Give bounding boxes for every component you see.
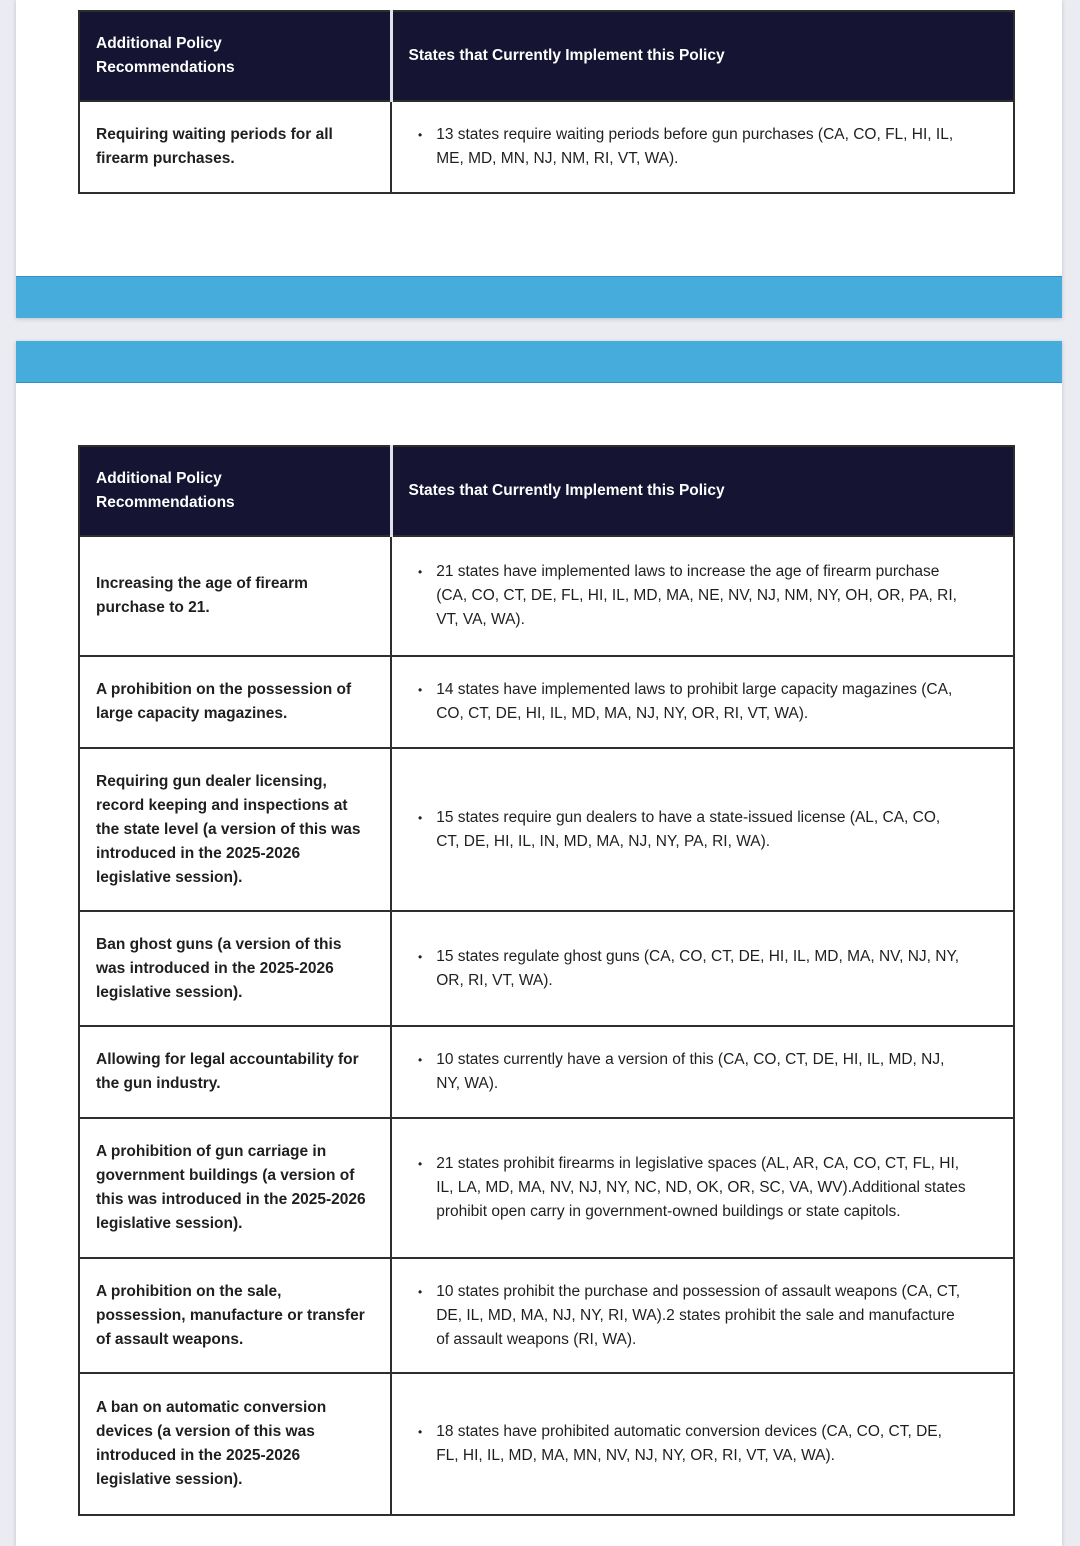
column-header-states-label: States that Currently Implement this Policy: [408, 482, 725, 499]
bullet-icon: •: [418, 1425, 423, 1439]
states-cell: [391, 1026, 1014, 1118]
states-text: 10 states prohibit the purchase and possession of assault weapons (CA, CT, DE, IL, MD, MA, NJ, NY, RI, WA).2 states prohibit the sale and manufacture of assault weapons (RI, WA).: [436, 1282, 961, 1348]
blue-accent-bar-footer: [16, 276, 1062, 318]
policy-cell: A prohibition of gun carriage in government buildings (a version of this was introduced in the 2025-2026 legislative session).: [79, 1118, 391, 1258]
states-cell: [391, 1118, 1014, 1258]
column-header-policy-label: Additional Policy Recommendations: [96, 470, 235, 511]
policy-cell: A prohibition on the sale, possession, manufacture or transfer of assault weapons.: [79, 1258, 391, 1373]
bullet-icon: •: [418, 1157, 423, 1171]
table-header-row: [79, 446, 1014, 536]
states-cell: [391, 656, 1014, 748]
states-text: 21 states have implemented laws to increase the age of firearm purchase (CA, CO, CT, DE, FL, HI, IL, MD, MA, NE, NV, NJ, NM, NY, OH, OR, PA, RI, VT, VA, WA).: [436, 563, 957, 628]
states-cell: [391, 536, 1014, 656]
table-row: [79, 748, 1014, 911]
table-row: [79, 101, 1014, 193]
policy-cell: Ban ghost guns (a version of this was introduced in the 2025-2026 legislative session).: [79, 911, 391, 1026]
table-row: [79, 1118, 1014, 1258]
states-text: 15 states require gun dealers to have a state-issued license (AL, CA, CO, CT, DE, HI, IL, IN, MD, MA, NJ, NY, PA, RI, WA).: [436, 808, 941, 850]
table-row: [79, 911, 1014, 1026]
table-row: [79, 1373, 1014, 1515]
table-row: [79, 1258, 1014, 1373]
policy-cell: Requiring gun dealer licensing, record keeping and inspections at the state level (a version of this was introduced in the 2025-2026 legislative session).: [79, 748, 391, 911]
states-cell: [391, 101, 1014, 193]
states-text: 21 states prohibit firearms in legislative spaces (AL, AR, CA, CO, CT, FL, HI, IL, LA, MD, MA, NV, NJ, NY, NC, ND, OK, OR, SC, VA, WV).Additional states prohibit open carry in government-owned buildings or state capitols.: [436, 1155, 966, 1220]
bullet-icon: •: [418, 128, 423, 142]
policy-cell: Requiring waiting periods for all firearm purchases.: [79, 101, 391, 193]
policy-cell: A prohibition on the possession of large capacity magazines.: [79, 656, 391, 748]
table-row: [79, 536, 1014, 656]
column-header-states: [391, 446, 1014, 536]
states-cell: [391, 1258, 1014, 1373]
bullet-icon: •: [418, 1053, 423, 1067]
policy-cell: Allowing for legal accountability for the gun industry.: [79, 1026, 391, 1118]
column-header-states: [391, 11, 1014, 101]
states-text: 10 states currently have a version of this (CA, CO, CT, DE, HI, IL, MD, NJ, NY, WA).: [436, 1051, 945, 1092]
bullet-icon: •: [418, 565, 423, 579]
bullet-icon: •: [418, 810, 423, 825]
table-header-row: [79, 11, 1014, 101]
states-text: 13 states require waiting periods before gun purchases (CA, CO, FL, HI, IL, ME, MD, MN, NJ, NM, RI, VT, WA).: [436, 126, 954, 167]
states-text: 18 states have prohibited automatic conversion devices (CA, CO, CT, DE, FL, HI, IL, MD, MA, MN, NV, NJ, NY, OR, RI, VT, VA, WA).: [436, 1423, 942, 1464]
bullet-icon: •: [418, 683, 423, 697]
states-text: 14 states have implemented laws to prohibit large capacity magazines (CA, CO, CT, DE, HI, IL, MD, MA, NJ, NY, OR, RI, VT, WA).: [436, 681, 953, 722]
policy-cell: A ban on automatic conversion devices (a version of this was introduced in the 2025-2026 legislative session).: [79, 1373, 391, 1515]
states-cell: [391, 1373, 1014, 1515]
table-row: [79, 1026, 1014, 1118]
states-cell: [391, 911, 1014, 1026]
column-header-policy-label: Additional Policy Recommendations: [96, 35, 235, 76]
table-row: [79, 656, 1014, 748]
page-2: [16, 341, 1062, 1546]
policy-cell: Increasing the age of firearm purchase to 21.: [79, 536, 391, 656]
bullet-icon: •: [418, 949, 423, 964]
states-cell: [391, 748, 1014, 911]
column-header-policy: [79, 446, 391, 536]
column-header-states-label: States that Currently Implement this Policy: [408, 47, 725, 64]
page-1: [16, 0, 1062, 318]
policy-table-2: [78, 445, 1015, 1516]
states-text: 15 states regulate ghost guns (CA, CO, CT, DE, HI, IL, MD, MA, NV, NJ, NY, OR, RI, VT, WA).: [436, 947, 960, 989]
policy-table-1: [78, 10, 1015, 194]
blue-accent-bar-header: [16, 341, 1062, 383]
column-header-policy: [79, 11, 391, 101]
bullet-icon: •: [418, 1284, 423, 1299]
